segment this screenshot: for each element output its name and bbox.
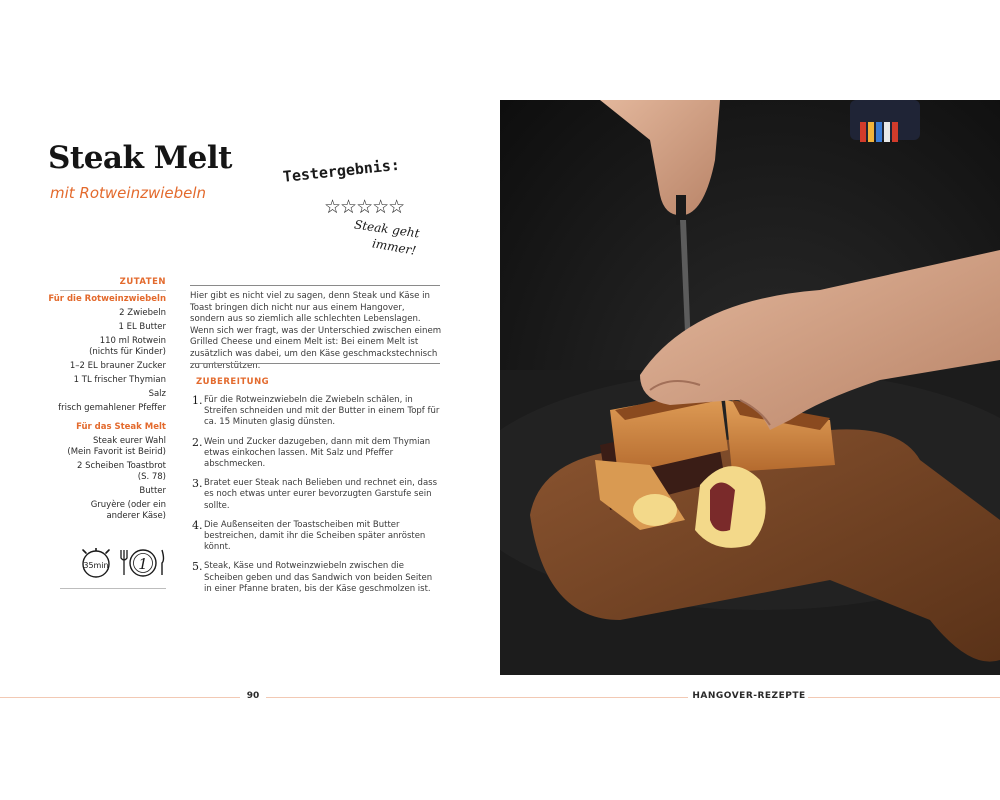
- ingredients-list: [40, 294, 166, 522]
- step-number: 5.: [192, 560, 203, 574]
- divider: [190, 285, 440, 286]
- step-item: [192, 437, 442, 471]
- ingredient-item: 110 ml Rotwein: [99, 336, 166, 346]
- ingredients-group-title: Für die Rotweinzwiebeln: [48, 294, 166, 304]
- step-text: Bratet euer Steak nach Belieben und rechnet ein, dass es noch etwas unter eurer bevorzugten Garstufe sein sollte.: [204, 478, 438, 511]
- step-item: [192, 520, 442, 554]
- ingredients-group-title: Für das Steak Melt: [76, 422, 166, 432]
- ingredient-item: anderer Käse): [106, 511, 166, 521]
- page-number: 90: [246, 691, 260, 701]
- test-result-note-2: immer!: [371, 236, 418, 258]
- test-result-label: Testergebnis:: [282, 155, 401, 186]
- recipe-title: Steak Melt: [48, 140, 232, 176]
- divider: [60, 290, 166, 291]
- section-title: HANGOVER-REZEPTE: [692, 691, 806, 701]
- step-text: Wein und Zucker dazugeben, dann mit dem Thymian etwas einkochen lassen. Mit Salz und Pfeffer abschmecken.: [204, 436, 431, 470]
- steak-melt-photo-icon: [500, 100, 1000, 675]
- ingredient-item: Butter: [139, 486, 166, 496]
- servings-label: 1: [138, 555, 148, 573]
- footer-line: [266, 697, 688, 698]
- ingredient-item: (nichts für Kinder): [89, 347, 166, 357]
- rating-stars-icon: ☆☆☆☆☆: [324, 196, 405, 218]
- ingredient-item: 2 Scheiben Toastbrot: [76, 461, 166, 471]
- ingredient-item: 1 EL Butter: [118, 322, 166, 332]
- step-item: [192, 561, 442, 595]
- ingredient-item: Gruyère (oder ein: [90, 500, 166, 510]
- timer-icon: [80, 545, 166, 579]
- step-number: 2.: [192, 435, 203, 449]
- intro-paragraph: Hier gibt es nicht viel zu sagen, denn Steak und Käse in Toast bringen dich nicht nur aus einem Hangover, sondern aus so ziemlich alle schlechten Lebenslagen. Wenn sich wer fragt, was der Unterschied zwischen einem Grilled Cheese und einem Melt ist: Bei einem Melt ist zusätzlich was dabei, um den Käse geschmackstechnisch zu unterstützen.: [190, 291, 442, 371]
- divider: [190, 363, 440, 364]
- footer-line: [808, 697, 1000, 698]
- ingredient-item: frisch gemahlener Pfeffer: [58, 403, 166, 413]
- recipe-photo: [500, 100, 1000, 675]
- recipe-info-icons: [80, 545, 166, 579]
- step-text: Steak, Käse und Rotweinzwiebeln zwischen die Scheiben geben und das Sandwich von beiden Seiten in einer Pfanne braten, bis der Käse geschmolzen ist.: [204, 561, 433, 594]
- ingredient-item: (S. 78): [137, 472, 166, 482]
- divider: [60, 588, 166, 589]
- step-text: Die Außenseiten der Toastscheiben mit Butter bestreichen, damit ihr die Scheiben später anrösten könnt.: [204, 519, 426, 553]
- step-text: Für die Rotweinzwiebeln die Zwiebeln schälen, in Streifen schneiden und mit der Butter in einem Topf für ca. 15 Minuten glasig dünsten.: [204, 395, 440, 428]
- preparation-heading: ZUBEREITUNG: [196, 377, 270, 387]
- test-result-note: Steak geht: [353, 217, 421, 241]
- footer-line: [0, 697, 240, 698]
- ingredients-heading: ZUTATEN: [119, 277, 166, 287]
- ingredient-item: (Mein Favorit ist Beirid): [67, 447, 166, 457]
- time-label: 35min: [83, 561, 109, 570]
- ingredient-item: Salz: [148, 389, 166, 399]
- test-result-stamp: [282, 155, 452, 264]
- ingredient-item: 1 TL frischer Thymian: [73, 375, 166, 385]
- ingredient-item: 1–2 EL brauner Zucker: [69, 361, 166, 371]
- step-number: 3.: [192, 477, 203, 491]
- step-item: [192, 395, 442, 429]
- step-item: [192, 478, 442, 512]
- step-number: 4.: [192, 518, 203, 532]
- ingredient-item: 2 Zwiebeln: [119, 308, 166, 318]
- step-number: 1.: [192, 394, 203, 407]
- recipe-subtitle: mit Rotweinzwiebeln: [50, 184, 207, 202]
- ingredient-item: Steak eurer Wahl: [93, 436, 166, 446]
- preparation-steps: [192, 395, 442, 603]
